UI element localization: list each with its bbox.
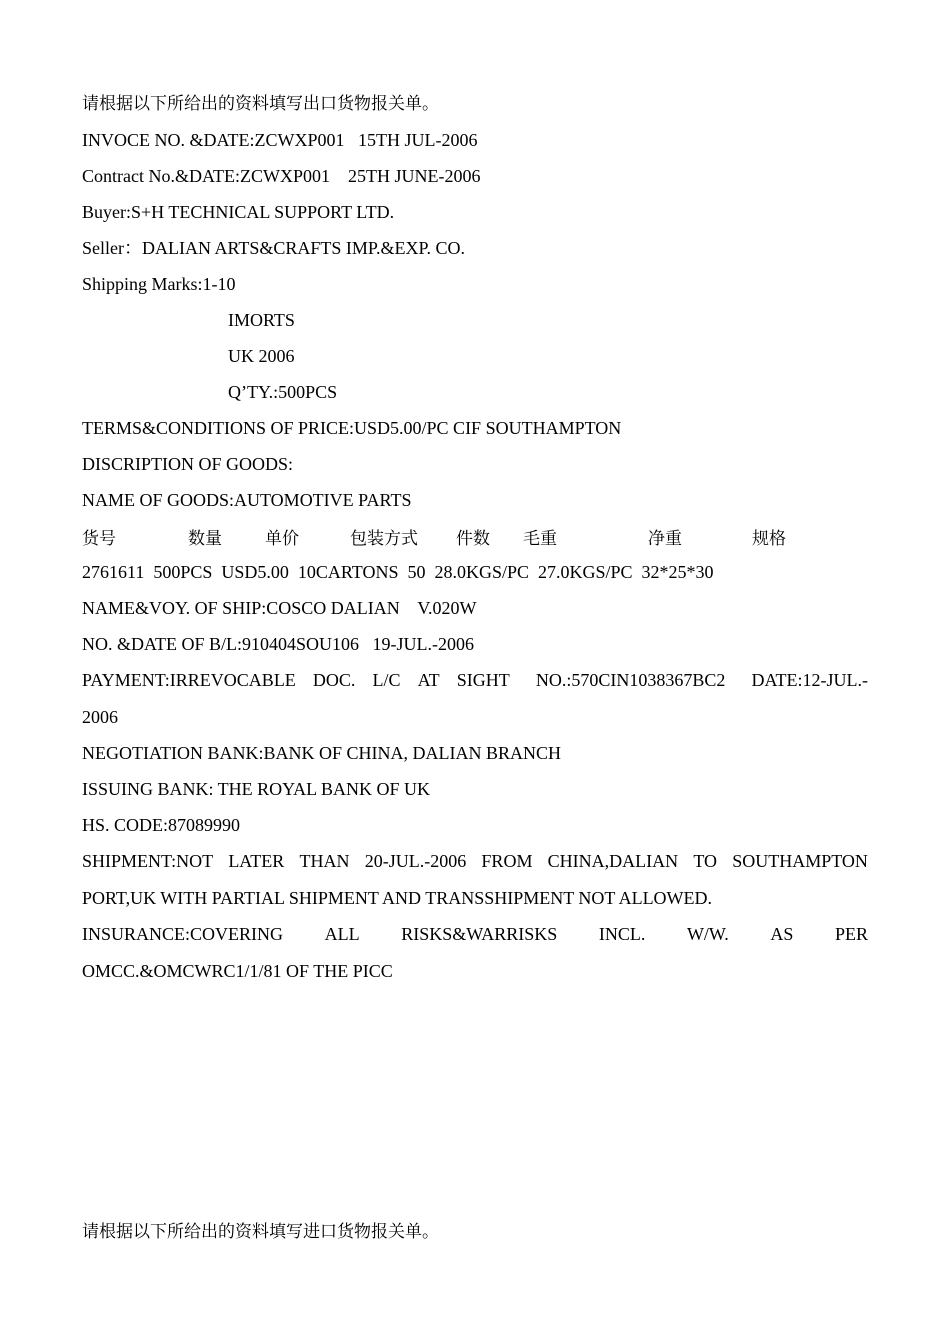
shipment-word: SOUTHAMPTON	[732, 851, 868, 871]
issuing-bank-line: ISSUING BANK: THE ROYAL BANK OF UK	[82, 779, 431, 799]
insurance-word: PER	[834, 924, 868, 944]
ship-line: NAME&VOY. OF SHIP:COSCO DALIAN V.020W	[82, 598, 477, 618]
insurance-line	[82, 922, 868, 946]
header-gross-weight: 毛重	[523, 529, 557, 549]
seller-line: Seller：DALIAN ARTS&CRAFTS IMP.&EXP. CO.	[82, 238, 465, 258]
intro-import: 请根据以下所给出的资料填写进口货物报关单。	[82, 1222, 439, 1242]
payment-word: DATE:12-JUL.-	[742, 670, 868, 690]
shipment-word: TO	[693, 851, 718, 871]
shipment-word: LATER	[228, 851, 285, 871]
hs-code-line: HS. CODE:87089990	[82, 815, 241, 835]
shipping-mark-2: UK 2006	[228, 346, 295, 366]
goods-name-line: NAME OF GOODS:AUTOMOTIVE PARTS	[82, 490, 412, 510]
payment-word: PAYMENT:IRREVOCABLE	[82, 670, 296, 690]
shipping-marks-label: Shipping Marks:1-10	[82, 274, 236, 294]
insurance-word: INCL.	[598, 924, 646, 944]
payment-word: L/C	[372, 670, 401, 690]
payment-word: NO.:570CIN1038367BC2	[526, 670, 726, 690]
shipment-word: SHIPMENT:NOT	[82, 851, 214, 871]
header-quantity: 数量	[188, 529, 222, 549]
header-item-no: 货号	[82, 529, 116, 549]
shipment-word: 20-JUL.-2006	[364, 851, 467, 871]
goods-table-header	[0, 524, 950, 550]
shipping-mark-1: IMORTS	[228, 310, 295, 330]
insurance-word: RISKS&WARRISKS	[401, 924, 558, 944]
shipping-mark-3: Q’TY.:500PCS	[228, 382, 338, 402]
shipment-continuation: PORT,UK WITH PARTIAL SHIPMENT AND TRANSSHIPMENT NOT ALLOWED.	[82, 888, 713, 908]
header-unit-price: 单价	[265, 529, 299, 549]
payment-word: SIGHT	[456, 670, 510, 690]
goods-table-row: 2761611 500PCS USD5.00 10CARTONS 50 28.0KGS/PC 27.0KGS/PC 32*25*30	[82, 562, 714, 582]
shipment-word: CHINA,DALIAN	[547, 851, 679, 871]
shipment-word: FROM	[481, 851, 533, 871]
bill-of-lading-line: NO. &DATE OF B/L:910404SOU106 19-JUL.-2006	[82, 634, 475, 654]
insurance-word: AS	[770, 924, 794, 944]
description-line: DISCRIPTION OF GOODS:	[82, 454, 294, 474]
shipment-word: THAN	[299, 851, 350, 871]
payment-line	[82, 668, 868, 692]
insurance-word: W/W.	[686, 924, 729, 944]
invoice-line: INVOCE NO. &DATE:ZCWXP001 15TH JUL-2006	[82, 130, 478, 150]
contract-line: Contract No.&DATE:ZCWXP001 25TH JUNE-2006	[82, 166, 481, 186]
intro-export: 请根据以下所给出的资料填写出口货物报关单。	[82, 94, 439, 114]
payment-continuation: 2006	[82, 707, 118, 727]
header-pieces: 件数	[456, 529, 490, 549]
insurance-continuation: OMCC.&OMCWRC1/1/81 OF THE PICC	[82, 961, 393, 981]
header-packing: 包装方式	[350, 529, 418, 549]
header-specification: 规格	[752, 529, 786, 549]
terms-line: TERMS&CONDITIONS OF PRICE:USD5.00/PC CIF SOUTHAMPTON	[82, 418, 622, 438]
header-net-weight: 净重	[648, 529, 682, 549]
payment-word: AT	[417, 670, 440, 690]
insurance-word: ALL	[324, 924, 360, 944]
insurance-word: INSURANCE:COVERING	[82, 924, 284, 944]
negotiation-bank-line: NEGOTIATION BANK:BANK OF CHINA, DALIAN BRANCH	[82, 743, 561, 763]
payment-word: DOC.	[312, 670, 356, 690]
buyer-line: Buyer:S+H TECHNICAL SUPPORT LTD.	[82, 202, 395, 222]
shipment-line	[82, 849, 868, 873]
